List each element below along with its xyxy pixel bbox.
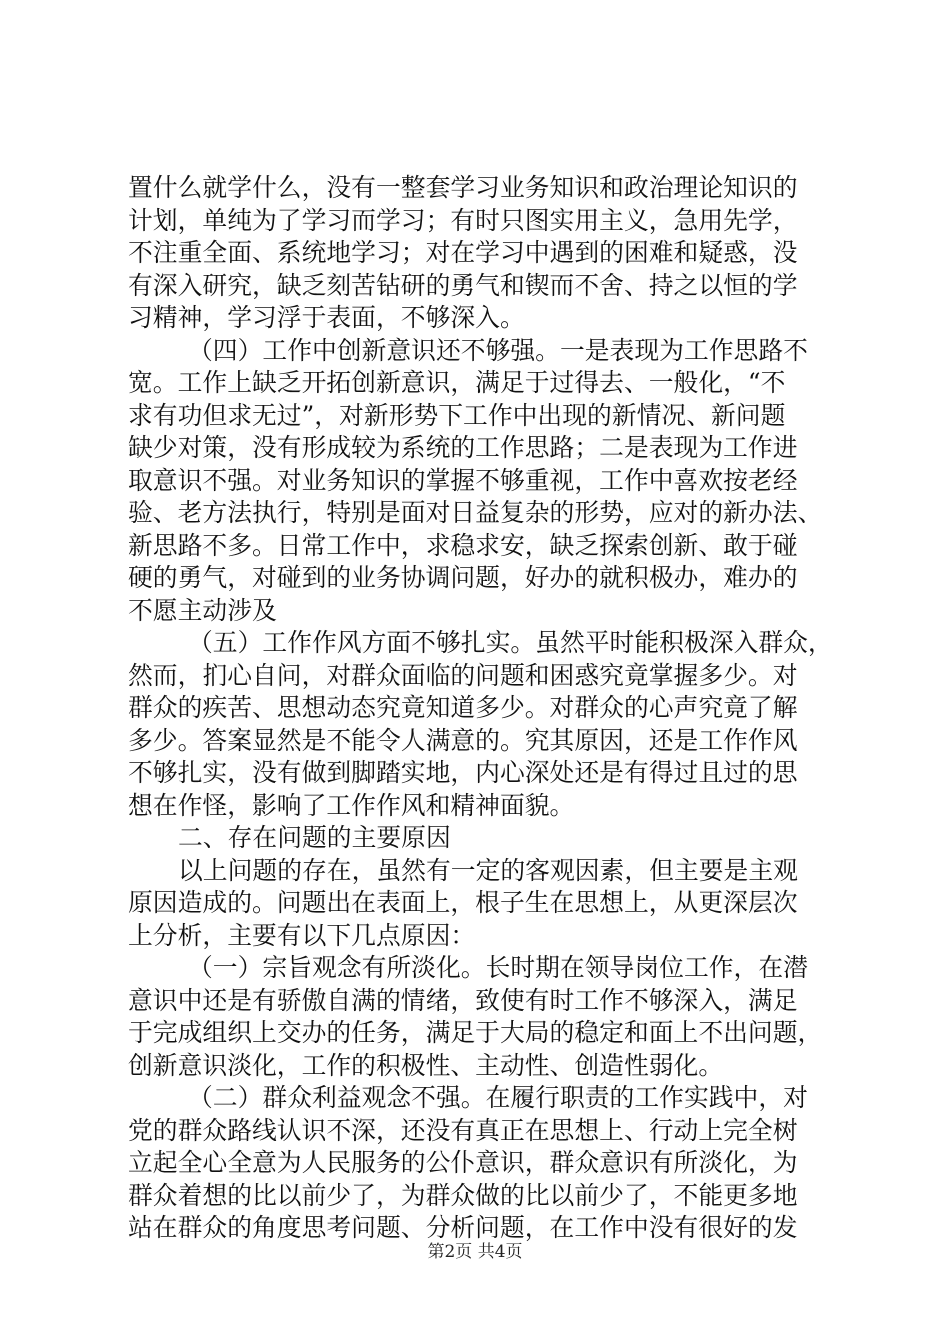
text-line: 宽。工作上缺乏开拓创新意识，满足于过得去、一般化，“不 — [128, 368, 786, 397]
text-line: 不愿主动涉及 — [128, 595, 277, 625]
text-line: 验、老方法执行，特别是面对日益复杂的形势，应对的新办法、 — [128, 498, 823, 527]
text-line: 党的群众路线认识不深，还没有真正在思想上、行动上完全树 — [128, 1115, 798, 1145]
section-five-heading-line: （五）工作作风方面不够扎实。虽然平时能积极深入群众， — [188, 628, 833, 657]
text-line: 缺少对策，没有形成较为系统的工作思路；二是表现为工作进 — [128, 433, 798, 462]
text-line: 置什么就学什么，没有一整套学习业务知识和政治理论知识的 — [128, 173, 798, 202]
text-line: 上分析，主要有以下几点原因： — [128, 920, 476, 950]
text-line: 群众着想的比以前少了，为群众做的比以前少了，不能更多地 — [128, 1180, 798, 1210]
text-line: 求有功但求无过”，对新形势下工作中出现的新情况、新问题 — [128, 400, 786, 430]
section-four-heading-line: （四）工作中创新意识还不够强。一是表现为工作思路不 — [188, 335, 808, 365]
text-line: 硬的勇气，对碰到的业务协调问题，好办的就积极办，难办的 — [128, 563, 798, 592]
section-heading: 二、存在问题的主要原因 — [178, 823, 451, 852]
text-line: 不注重全面、系统地学习；对在学习中遇到的困难和疑惑，没 — [128, 238, 798, 267]
text-line: 立起全心全意为人民服务的公仆意识，群众意识有所淡化，为 — [128, 1148, 798, 1177]
text-line: 新思路不多。日常工作中，求稳求安，缺乏探索创新、敢于碰 — [128, 530, 798, 560]
reason-two-heading-line: （二）群众利益观念不强。在履行职责的工作实践中，对 — [188, 1083, 808, 1112]
page-number-label: 第2页 共4页 — [427, 1242, 523, 1262]
text-line: 群众的疾苦、思想动态究竟知道多少。对群众的心声究竟了解 — [128, 693, 798, 722]
text-line: 取意识不强。对业务知识的掌握不够重视，工作中喜欢按老经 — [128, 465, 798, 495]
text-line: 多少。答案显然是不能令人满意的。究其原因，还是工作作风 — [128, 725, 798, 755]
text-line: 然而，扪心自问，对群众面临的问题和困惑究竟掌握多少。对 — [128, 660, 798, 690]
text-line: 站在群众的角度思考问题、分析问题，在工作中没有很好的发 — [128, 1213, 798, 1242]
text-line: 不够扎实，没有做到脚踏实地，内心深处还是有得过且过的思 — [128, 758, 798, 787]
text-line: 于完成组织上交办的任务，满足于大局的稳定和面上不出问题， — [128, 1018, 823, 1047]
document-body — [128, 172, 844, 1245]
text-line: 创新意识淡化，工作的积极性、主动性、创造性弱化。 — [128, 1050, 724, 1080]
text-line: 计划，单纯为了学习而学习；有时只图实用主义，急用先学， — [128, 205, 798, 235]
reason-one-heading-line: （一）宗旨观念有所淡化。长时期在领导岗位工作，在潜 — [188, 953, 808, 982]
paragraph-start-line: 以上问题的存在，虽然有一定的客观因素，但主要是主观 — [178, 855, 798, 885]
text-line: 习精神，学习浮于表面，不够深入。 — [128, 303, 525, 332]
text-line: 有深入研究，缺乏刻苦钻研的勇气和锲而不舍、持之以恒的学 — [128, 270, 798, 300]
text-line: 意识中还是有骄傲自满的情绪，致使有时工作不够深入，满足 — [128, 985, 798, 1015]
text-line: 想在作怪，影响了工作作风和精神面貌。 — [128, 790, 575, 820]
text-line: 原因造成的。问题出在表面上，根子生在思想上，从更深层次 — [128, 888, 798, 917]
page-footer — [0, 1240, 950, 1264]
